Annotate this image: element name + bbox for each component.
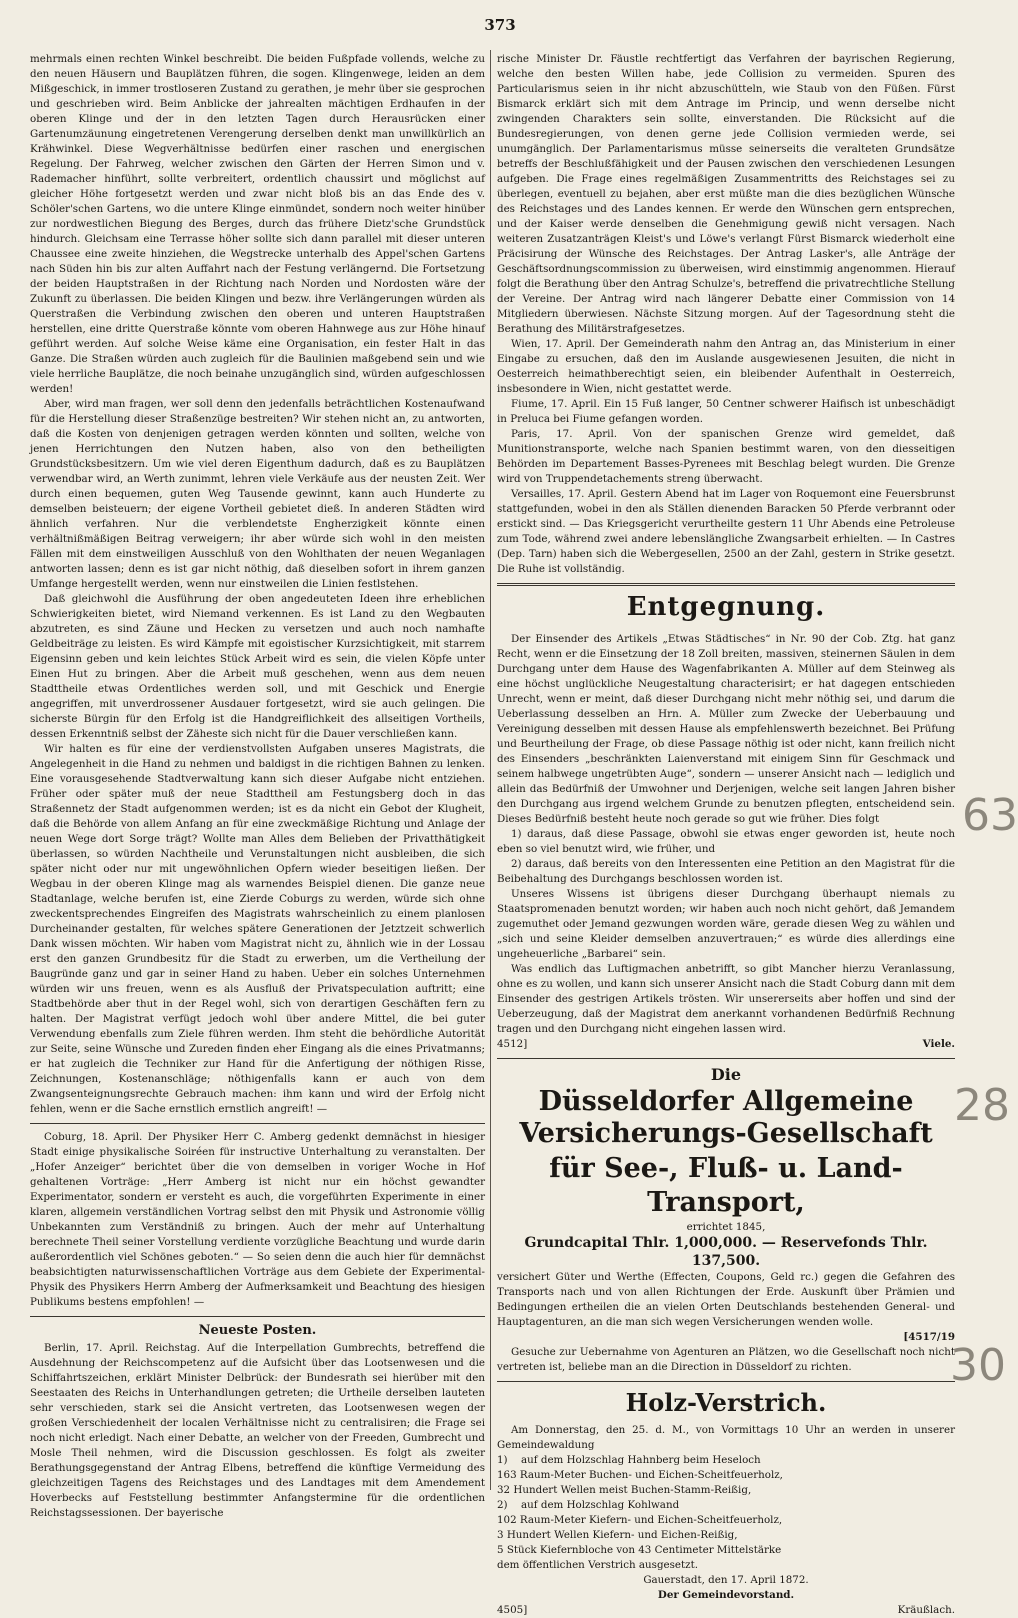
margin-annotation: 30 — [950, 1340, 1006, 1391]
article-paragraph: Daß gleichwohl die Ausführung der oben angedeuteten Ideen ihre erheblichen Schwierigkeiten bietet, wird Niemand verkennen. Es ist Land zu den Wegbauten abzutreten, es sind Zäune und Hecken zu versetzen und auch noch namhafte Geldbeiträge zu leisten. Es wird Kämpfe mit egoistischer Kurzsichtigkeit, mit starrem Eigensinn geben und kein leichtes Stück Arbeit wird es sein, die vielen Köpfe unter Einen Hut zu bringen. Aber die Arbeit muß geschehen, wenn aus dem neuen Stadttheile etwas Ordentliches werden soll, und mit Geschick und Energie angegriffen, mit unverdrossener Ausdauer fortgesetzt, wird sie auch gelingen. Die sicherste Bürgin für den Erfolg ist die Handgreiflichkeit des allseitigen Vortheils, dessen Erkenntniß selbst der Zäheste sich nicht für die Dauer verschließen kann. — [30, 593, 485, 740]
ad-reference: 4505] — [497, 1604, 528, 1616]
page-number: 373 — [484, 16, 516, 34]
news-heading: Neueste Posten. — [198, 1323, 317, 1338]
entgegnung-heading: Entgegnung. — [626, 592, 826, 622]
news-paragraph: Versailles, 17. April. Gestern Abend hat im Lager von Roquemont eine Feuersbrunst stattgefunden, wobei in den als Ställen dienenden Baracken 50 Pferde verbrannt oder erstickt sind. — Das Kriegsgericht verurtheilte gestern 11 Uhr Abends eine Petroleuse zum Tode, während zwei andere lebenslängliche Zwangsarbeit erhielten. — In Castres (Dep. Tarn) haben sich die Webergesellen, 2500 an der Zahl, gestern in Strike gesetzt. Die Ruhe ist vollständig. — [497, 488, 955, 575]
holz-lot-item — [497, 1528, 955, 1543]
holz-signer: Der Gemeindevorstand. — [657, 1589, 795, 1601]
holz-lot-text: auf dem Holzschlag Hahnberg beim Heseloch — [521, 1454, 761, 1466]
ad-reference: [4517/19 — [903, 1331, 955, 1343]
berlin-news: Berlin, 17. April. Reichstag. Auf die Interpellation Gumbrechts, betreffend die Ausdehnung der Reichscompetenz auf die Aufsicht über das Lootsenwesen und die Schiffahrtszeichen, erklärt Minister Delbrück: der Bundesrath sei hierüber mit den Seestaaten des Reichs in Unterhandlungen getreten; die Urtheile derselben lauteten sehr verschieden, stark sei die Ansicht vertreten, das Lootsenwesen wegen der großen Verschiedenheit der localen Verhältnisse nicht zu centralisiren; die Frage sei noch nicht erledigt. Nach einer Debatte, an welcher von der Freeden, Gumbrecht und Mosle Theil nehmen, wird die Discussion geschlossen. Es folgt als zweiter Berathungsgegenstand der Antrag Elbens, betreffend die künftige Vermeidung des gleichzeitigen Tagens des Reichstages und des Landtages mit dem Amendement Hoverbecks auf Feststellung bestimmter Anfangstermine für die ordentlichen Reichstagssessionen. Der bayerische — [30, 1342, 485, 1519]
holz-intro: Am Donnerstag, den 25. d. M., von Vormittags 10 Uhr an werden in unserer Gemeindewaldung — [497, 1424, 955, 1451]
news-paragraph: Fiume, 17. April. Ein 15 Fuß langer, 50 Centner schwerer Haifisch ist unbeschädigt in Preluca bei Fiume gefangen worden. — [497, 398, 955, 425]
section-divider — [497, 583, 955, 586]
holz-lot-item — [497, 1513, 955, 1528]
holz-lot-item — [497, 1543, 955, 1558]
holz-lot-text: 3 Hundert Wellen Kiefern- und Eichen-Reißig, — [497, 1529, 738, 1541]
article-paragraph: mehrmals einen rechten Winkel beschreibt. Die beiden Fußpfade vollends, welche zu den neuen Häusern und Bauplätzen führen, die sogen. Klingenwege, leiden an dem Mißgeschick, in immer trostloseren Zustand zu gerathen, je mehr über sie gesprochen und geschrieben wird. Beim Anblicke der jahrealten mächtigen Erdhaufen in der oberen Klinge und der in den letzten Tagen durch Herausrücken einer Gartenumzäunung eingetretenen Verengerung derselben denkt man unwillkürlich an Krähwinkel. Diese Wegverhältnisse bedürfen einer raschen und energischen Regelung. Der Fahrweg, welcher zwischen den Gärten der Herren Simon und v. Rademacher hinführt, sollte verbreitert, ordentlich chaussirt und möglichst auf gleicher Höhe fortgesetzt werden und zwar nicht bloß bis an das Ende des v. Schöler'schen Gartens, wo die untere Klinge einmündet, sondern noch weiter hinüber zur nordwestlichen Biegung des Berges, durch das frühere Dietz'sche Grundstück hindurch. Gleichsam eine Terrasse höher sollte sich dann parallel mit dieser unteren Chaussee eine zweite hinziehen, die Wegstrecke unterhalb des Appel'schen Gartens nach Süden hin bis zur alten Auffahrt nach der Festung verlängernd. Die Fortsetzung der beiden Hauptstraßen in der Richtung nach Norden und Nordosten wäre der Zukunft zu überlassen. Die beiden Klingen und bezw. ihre Verlängerungen würden als Querstraßen die Verbindung zwischen den oberen und unteren Hauptstraßen herstellen, eine dritte Querstraße könnte vom oberen Hahnwege aus zur Höhe hinauf geführt werden. Auf solche Weise käme eine Organisation, ein fester Halt in das Ganze. Die Straßen würden auch zugleich für die Baulinien maßgebend sein und wie viele herrliche Bauplätze, die noch beinahe unzugänglich sind, würden aufgeschlossen werden! — [30, 53, 485, 395]
holz-place-date: Gauerstadt, den 17. April 1872. — [643, 1574, 809, 1586]
holz-lot-text: 163 Raum-Meter Buchen- und Eichen-Scheitfeuerholz, — [497, 1469, 783, 1481]
margin-annotation: 63 — [962, 790, 1018, 841]
section-divider — [30, 1316, 485, 1317]
holz-footer — [497, 1603, 955, 1618]
news-paragraph: rische Minister Dr. Fäustle rechtfertigt das Verfahren der bayrischen Regierung, welche den besten Willen habe, jede Collision zu vermeiden. Spuren des Particularismus seien in ihr nicht abzuschütteln, wie Staub von den Füßen. Fürst Bismarck erklärt sich mit dem Antrage im Princip, und wenn derselbe nicht zwingenden Charakters sein sollte, einverstanden. Die Rücksicht auf die Bundesregierungen, von denen gerne jede Collision vermieden werde, sei unumgänglich. Der Parlamentarismus müsse seinerseits die veralteten Grundsätze betreffs der Beschlußfähigkeit und der Pausen zwischen den verschiedenen Lesungen aufgeben. Die Frage eines regelmäßigen Zusammentritts des Reichstages sei zu überlegen, eventuell zu bejahen, aber erst müßte man die dies bezüglichen Wünsche des Reichstages und des Landes kennen. Er werde den Wünschen gern entsprechen, und der Kaiser werde denselben die Genehmigung gewiß nicht versagen. Nach weiteren Zusatzanträgen Kleist's und Löwe's verlangt Fürst Bismarck wiederholt eine Präcisirung der Wünsche des Reichstages. Der Antrag Lasker's, alle Anträge der Geschäftsordnungscommission zu überweisen, wird einstimmig angenommen. Hierauf folgt die Berathung über den Antrag Schulze's, betreffend die privatrechtliche Stellung der Vereine. Der Antrag wird nach längerer Debatte einer Commission von 14 Mitgliedern überwiesen. Nächste Sitzung morgen. Auf der Tagesordnung steht die Berathung des Militärstrafgesetzes. — [497, 53, 955, 335]
column-divider — [490, 50, 491, 1490]
insurance-capital: Grundcapital Thlr. 1,000,000. — Reservefonds Thlr. 137,500. — [524, 1235, 928, 1269]
insurance-text: Gesuche zur Uebernahme von Agenturen an Plätzen, wo die Gesellschaft noch nicht vertreten ist, beliebe man an die Direction in Düsseldorf zu richten. — [497, 1346, 955, 1373]
holz-lot-text: 5 Stück Kiefernbloche von 43 Centimeter Mittelstärke — [497, 1544, 782, 1556]
holz-lot-list — [497, 1453, 955, 1558]
section-divider — [497, 1058, 955, 1059]
right-column — [497, 52, 955, 1616]
entgegnung-paragraph: Was endlich das Luftigmachen anbetrifft, so gibt Mancher hierzu Veranlassung, ohne es zu wollen, und kann sich unserer Ansicht nach die Stadt Coburg dann mit dem Einsender des gestrigen Artikels trösten. Wir unsererseits aber hoffen und sind der Ueberzeugung, daß der Magistrat dem anerkannt vorhandenen Bedürfniß Rechnung tragen und den Durchgang nicht eingehen lassen wird. — [497, 963, 955, 1035]
article-paragraph: Aber, wird man fragen, wer soll denn den jedenfalls beträchtlichen Kostenaufwand für die Herstellung dieser Straßenzüge bestreiten? Wir stehen nicht an, zu antworten, daß die Kosten von denjenigen getragen werden könnten und sollten, welche von jenen Herrichtungen den Nutzen haben, also von den betheiligten Grundstücksbesitzern. Um wie viel deren Eigenthum dadurch, daß es zu Bauplätzen verwendbar wird, an Werth zunimmt, lehren viele Verkäufe aus der neusten Zeit. Wer durch einen bequemen, guten Weg Tausende gewinnt, kann auch Hunderte zu demselben beisteuern; der eigene Vortheil gebietet dieß. In anderen Städten wird ähnlich verfahren. Nur die verblendetste Engherzigkeit könnte einen verhältnißmäßigen Beitrag verweigern; ihr aber würde sich wohl in den meisten Fällen mit dem einstweiligen Ausschluß von den Wohlthaten der neuen Weganlagen antworten lassen; denn es ist gar nicht nöthig, daß dieselben sofort in ihrem ganzen Umfange hergestellt werden, wenn nur einstweilen die Linien festlstehen. — [30, 398, 485, 590]
insurance-established: errichtet 1845, — [686, 1221, 766, 1233]
entgegnung-paragraph: Der Einsender des Artikels „Etwas Städtisches“ in Nr. 90 der Cob. Ztg. hat ganz Recht, wenn er die Einsetzung der 18 Zoll breiten, massiven, steinernen Säulen in dem Durchgang unter dem Hause des Wagenfabrikanten A. Müller auf dem Steinweg als eine höchst unglückliche Neugestaltung characterisirt; er hat dagegen entschieden Unrecht, wenn er meint, daß dieser Durchgang nicht mehr nöthig sei, und darum die Ueberlassung desselben an Hrn. A. Müller zum Zwecke der Ueberbauung und Vereinigung desselben mit dessen Hause als empfehlenswerth bezeichnet. Bei Prüfung und Beurtheilung der Frage, ob diese Passage nöthig ist oder nicht, kann freilich nicht des Einsenders „beschränkten Laienverstand mit einigem Sinn für Geschmack und seinem halbwege ungetrübten Auge“, sondern — unserer Ansicht nach — lediglich und allein das Bedürfniß der Umwohner und Derjenigen, welche seit langen Jahren bisher den Durchgang aus irgend welchem Grunde zu benutzen pflegten, entscheidend sein. Dieses Bedürfniß besteht heute noch gerade so gut wie früher. Dies folgt — [497, 633, 955, 825]
holz-lot-number: 1) — [497, 1454, 508, 1466]
entgegnung-list-item: 1) daraus, daß diese Passage, obwohl sie etwas enger geworden ist, heute noch eben so viel benutzt wird, wie früher, und — [497, 828, 955, 855]
holz-closing: dem öffentlichen Verstrich ausgesetzt. — [497, 1559, 698, 1571]
ad-reference: 4512] — [497, 1038, 528, 1050]
holz-lot-text: 32 Hundert Wellen meist Buchen-Stamm-Reißig, — [497, 1484, 752, 1496]
insurance-article: Die — [710, 1065, 742, 1084]
insurance-company-name: Düsseldorfer Allgemeine Versicherungs-Gesellschaft — [519, 1086, 933, 1149]
article-paragraph: Wir halten es für eine der verdienstvollsten Aufgaben unseres Magistrats, die Angelegenheit in die Hand zu nehmen und baldigst in die richtigen Bahnen zu lenken. Eine vorausgesehende Stadtverwaltung kann sich dieser Aufgabe nicht entziehen. Früher oder später muß der neue Stadttheil am Festungsberg doch in das Straßennetz der Stadt aufgenommen werden; ist es da nicht ein Gebot der Klugheit, daß die Behörde von allem Anfang an für eine zweckmäßige Richtung und Anlage der neuen Wege dort Sorge trägt? Wollte man Alles dem Belieben der Privatthätigkeit überlassen, so würden Nachtheile und Verunstaltungen nicht ausbleiben, die sich später nicht oder nur mit ungewöhnlichen Opfern wieder beseitigen ließen. Der Wegbau in der oberen Klinge mag als warnendes Beispiel dienen. Die ganze neue Stadtanlage, welche berufen ist, eine Zierde Coburgs zu werden, würde sich ohne zweckentsprechendes Eingreifen des Magistrats wahrscheinlich zu einem planlosen Durcheinander gestalten, für welches spätere Generationen der Jetztzeit schwerlich Dank wissen möchten. Wir haben vom Magistrat nicht zu, ähnlich wie in der Lossau erst den ganzen Grundbesitz für die Stadt zu erwerben, um die Vertheilung der Baugründe ganz und gar in seiner Hand zu haben. Ueber ein solches Unternehmen würden wir uns freuen, wenn es als Ausfluß der Privatspeculation auftritt; eine Stadtbehörde aber thut in der Regel wohl, sich von derartigen Geschäften fern zu halten. Der Magistrat verfügt jedoch wohl über andere Mittel, die bei guter Verwendung ebenfalls zum Ziele führen werden. Ihm steht die behördliche Autorität zur Seite, seine Wünsche und Zureden finden eher Eingang als die eines Privatmanns; er hat zugleich die Techniker zur Hand für die Anfertigung der nöthigen Risse, Zeichnungen, Kostenanschläge; nöthigenfalls kann er auch von dem Zwangsenteignungsrechte Gebrauch machen: ihm kann und wird der Erfolg nicht fehlen, wenn er die Sache ernstlich ernstlich angreift! — — [30, 743, 485, 1115]
entgegnung-paragraph: Unseres Wissens ist übrigens dieser Durchgang überhaupt niemals zu Staatspromenaden benutzt worden; wir haben auch noch nicht gehört, daß Jemandem zugemuthet oder Jemand gezwungen worden wäre, gerade diesen Weg zu wählen und „sich und seine Kleider demselben anzuvertrauen;“ es würde dies allerdings eine ungeheuerliche „Barbarei“ sein. — [497, 888, 955, 960]
holz-lot-number: 2) — [497, 1499, 508, 1511]
news-paragraph: Paris, 17. April. Von der spanischen Grenze wird gemeldet, daß Munitionstransporte, welche nach Spanien bestimmt waren, von den diesseitigen Behörden im Departement Basses-Pyrenees mit Beschlag belegt wurden. Die Grenze wird von Truppendetachements streng überwacht. — [497, 428, 955, 485]
entgegnung-list-item: 2) daraus, daß bereits von den Interessenten eine Petition an den Magistrat für die Beibehaltung des Durchgangs beschlossen worden ist. — [497, 858, 955, 885]
holz-lot-item — [497, 1453, 955, 1468]
margin-annotation: 28 — [954, 1080, 1010, 1131]
section-divider — [497, 1381, 955, 1382]
holz-signer-name: Kräußlach. — [897, 1604, 955, 1616]
holz-lot-text: 102 Raum-Meter Kiefern- und Eichen-Scheitfeuerholz, — [497, 1514, 783, 1526]
holz-lot-item — [497, 1468, 955, 1483]
insurance-subtitle: für See-, Fluß- u. Land-Transport, — [549, 1153, 903, 1218]
insurance-text: versichert Güter und Werthe (Effecten, Coupons, Geld rc.) gegen die Gefahren des Transports nach und von allen Richtungen der Erde. Auskunft über Prämien und Bedingungen ertheilen die an vielen Orten Deutschlands bestehenden General- und Hauptagenturen, an die man sich wegen Versicherungen wenden wolle. — [497, 1271, 955, 1328]
section-divider — [30, 1123, 485, 1124]
holz-heading: Holz-Verstrich. — [625, 1388, 827, 1417]
holz-lot-item — [497, 1483, 955, 1498]
left-column — [30, 52, 485, 1519]
holz-lot-text: auf dem Holzschlag Kohlwand — [521, 1499, 680, 1511]
holz-lot-item — [497, 1498, 955, 1513]
coburg-news: Coburg, 18. April. Der Physiker Herr C. Amberg gedenkt demnächst in hiesiger Stadt einige physikalische Soiréen für instructive Unterhaltung zu veranstalten. Der „Hofer Anzeiger“ berichtet über die von demselben in voriger Woche in Hof gehaltenen Vorträge: „Herr Amberg ist nicht nur ein höchst gewandter Experimentator, sondern er versteht es auch, die vorgeführten Experimente in einer klaren, allgemein verständlichen Vortrag selbst den mit Physik und Astronomie völlig Unbekannten zum Verständniß zu bringen. Auch der mehr auf Unterhaltung berechnete Theil seiner Vorstellung verdiente vorzügliche Beachtung und wurde darin außerordentlich viel Schönes geboten.“ — So seien denn die auch hier für demnächst beabsichtigten naturwissenschaftlichen Vorträge aus dem Gebiete der Experimental-Physik des Physikers Herrn Amberg der Aufmerksamkeit und Beachtung des hiesigen Publikums bestens empfohlen! — — [30, 1131, 485, 1308]
entgegnung-footer — [497, 1037, 955, 1052]
news-paragraph: Wien, 17. April. Der Gemeinderath nahm den Antrag an, das Ministerium in einer Eingabe zu ersuchen, daß den im Auslande ausgewiesenen Jesuiten, die nicht in Oesterreich heimathberechtigt seien, ein bleibender Aufenthalt in Oesterreich, insbesondere in Wien, nicht gestattet werde. — [497, 338, 955, 395]
entgegnung-signature: Viele. — [922, 1038, 955, 1050]
